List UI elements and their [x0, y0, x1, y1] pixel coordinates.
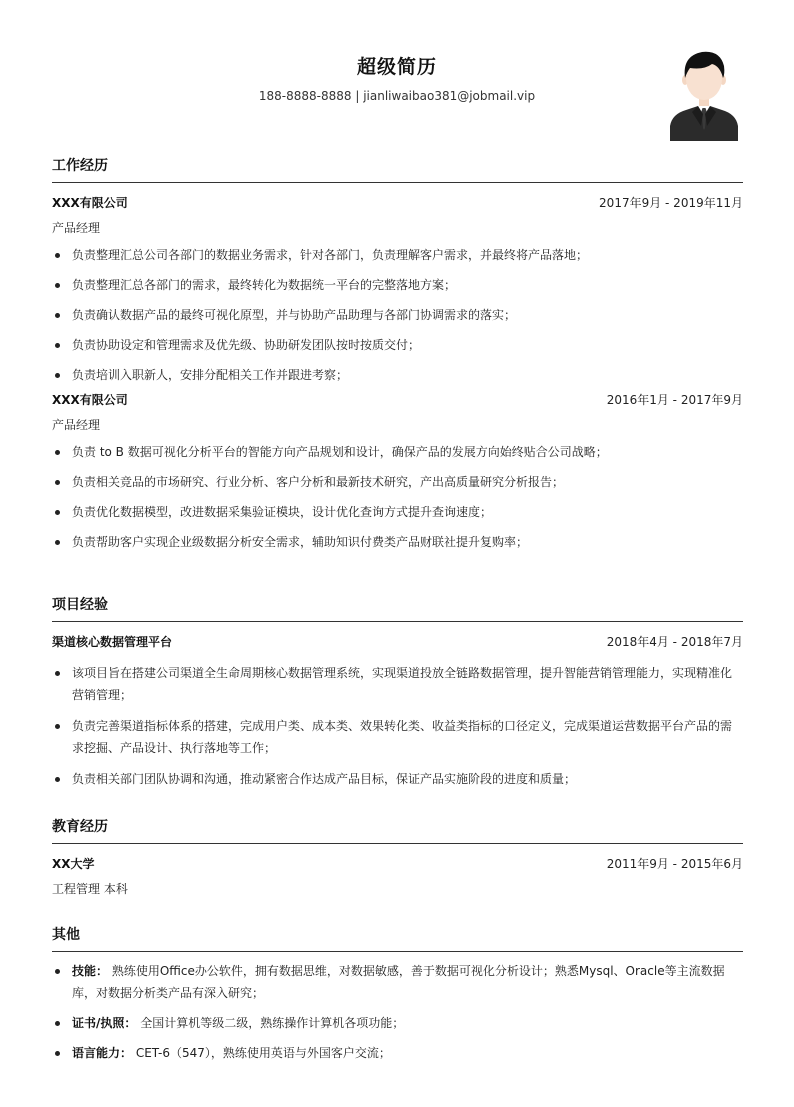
job-role: 产品经理 — [52, 221, 101, 235]
project-name: 渠道核心数据管理平台 — [52, 635, 173, 649]
list-item: 负责培训入职新人，安排分配相关工作并跟进考察； — [52, 364, 743, 386]
section-title-project: 项目经验 — [52, 593, 743, 622]
skills-label: 技能： — [72, 964, 109, 978]
entry-header — [52, 193, 743, 213]
list-item: 负责整理汇总各部门的需求，最终转化为数据统一平台的完整落地方案； — [52, 274, 743, 296]
other-list — [52, 960, 743, 1064]
list-item: 负责优化数据模型，改进数据采集验证模块，设计优化查询方式提升查询速度； — [52, 501, 743, 523]
list-item: 负责相关部门团队协调和沟通，推动紧密合作达成产品目标，保证产品实施阶段的进度和质量； — [52, 768, 743, 790]
language-text: CET-6（547），熟练使用英语与外国客户交流； — [135, 1046, 391, 1060]
company-name: XXX有限公司 — [52, 393, 128, 407]
list-item: 负责帮助客户实现企业级数据分析安全需求，辅助知识付费类产品财联社提升复购率； — [52, 531, 743, 553]
entry-date: 2018年4月 - 2018年7月 — [606, 635, 743, 649]
avatar-illustration — [668, 48, 740, 141]
certificates-text: 全国计算机等级二级，熟练操作计算机各项功能； — [140, 1016, 405, 1030]
education-section — [52, 815, 743, 899]
list-item — [52, 1042, 743, 1064]
company-name: XXX有限公司 — [52, 196, 128, 210]
resume-header — [0, 0, 794, 150]
entry-date: 2016年1月 - 2017年9月 — [606, 393, 743, 407]
list-item: 负责 to B 数据可视化分析平台的智能方向产品规划和设计，确保产品的发展方向始终贴合公司战略； — [52, 441, 743, 463]
list-item: 该项目旨在搭建公司渠道全生命周期核心数据管理系统，实现渠道投放全链路数据管理，提升智能营销管理能力，实现精准化营销管理； — [52, 662, 743, 706]
list-item: 负责相关竞品的市场研究、行业分析、客户分析和最新技术研究，产出高质量研究分析报告； — [52, 471, 743, 493]
list-item: 负责完善渠道指标体系的搭建，完成用户类、成本类、效果转化类、收益类指标的口径定义，完成渠道运营数据平台产品的需求挖掘、产品设计、执行落地等工作； — [52, 715, 743, 759]
section-title-other: 其他 — [52, 923, 743, 952]
list-item — [52, 960, 743, 1004]
project-section — [52, 593, 743, 790]
entry-header — [52, 390, 743, 410]
school-name: XX大学 — [52, 857, 95, 871]
section-title-education: 教育经历 — [52, 815, 743, 844]
avatar — [668, 48, 740, 141]
resume-name: 超级简历 — [356, 56, 437, 78]
job-role: 产品经理 — [52, 418, 101, 432]
responsibility-list — [52, 441, 743, 553]
certificates-label: 证书/执照： — [72, 1016, 137, 1030]
entry-date: 2011年9月 - 2015年6月 — [606, 857, 743, 871]
list-item: 负责协助设定和管理需求及优先级、协助研发团队按时按质交付； — [52, 334, 743, 356]
list-item: 负责整理汇总公司各部门的数据业务需求，针对各部门，负责理解客户需求，并最终将产品落地； — [52, 244, 743, 266]
list-item: 负责确认数据产品的最终可视化原型，并与协助产品助理与各部门协调需求的落实； — [52, 304, 743, 326]
work-section — [52, 154, 743, 553]
list-item — [52, 1012, 743, 1034]
project-list — [52, 662, 743, 790]
responsibility-list — [52, 244, 743, 386]
entry-header — [52, 632, 743, 652]
work-entry — [52, 390, 743, 553]
degree: 工程管理 本科 — [52, 882, 128, 896]
skills-text: 熟练使用Office办公软件，拥有数据思维，对数据敏感，善于数据可视化分析设计；熟悉Mysql、Oracle等主流数据库，对数据分析类产品有深入研究； — [72, 964, 725, 1000]
language-label: 语言能力： — [72, 1046, 133, 1060]
work-entry — [52, 193, 743, 386]
entry-date: 2017年9月 - 2019年11月 — [599, 196, 743, 210]
contact-info: 188-8888-8888 | jianliwaibao381@jobmail.vip — [258, 89, 536, 103]
entry-header — [52, 854, 743, 874]
section-title-work: 工作经历 — [52, 154, 743, 183]
other-section — [52, 923, 743, 1064]
